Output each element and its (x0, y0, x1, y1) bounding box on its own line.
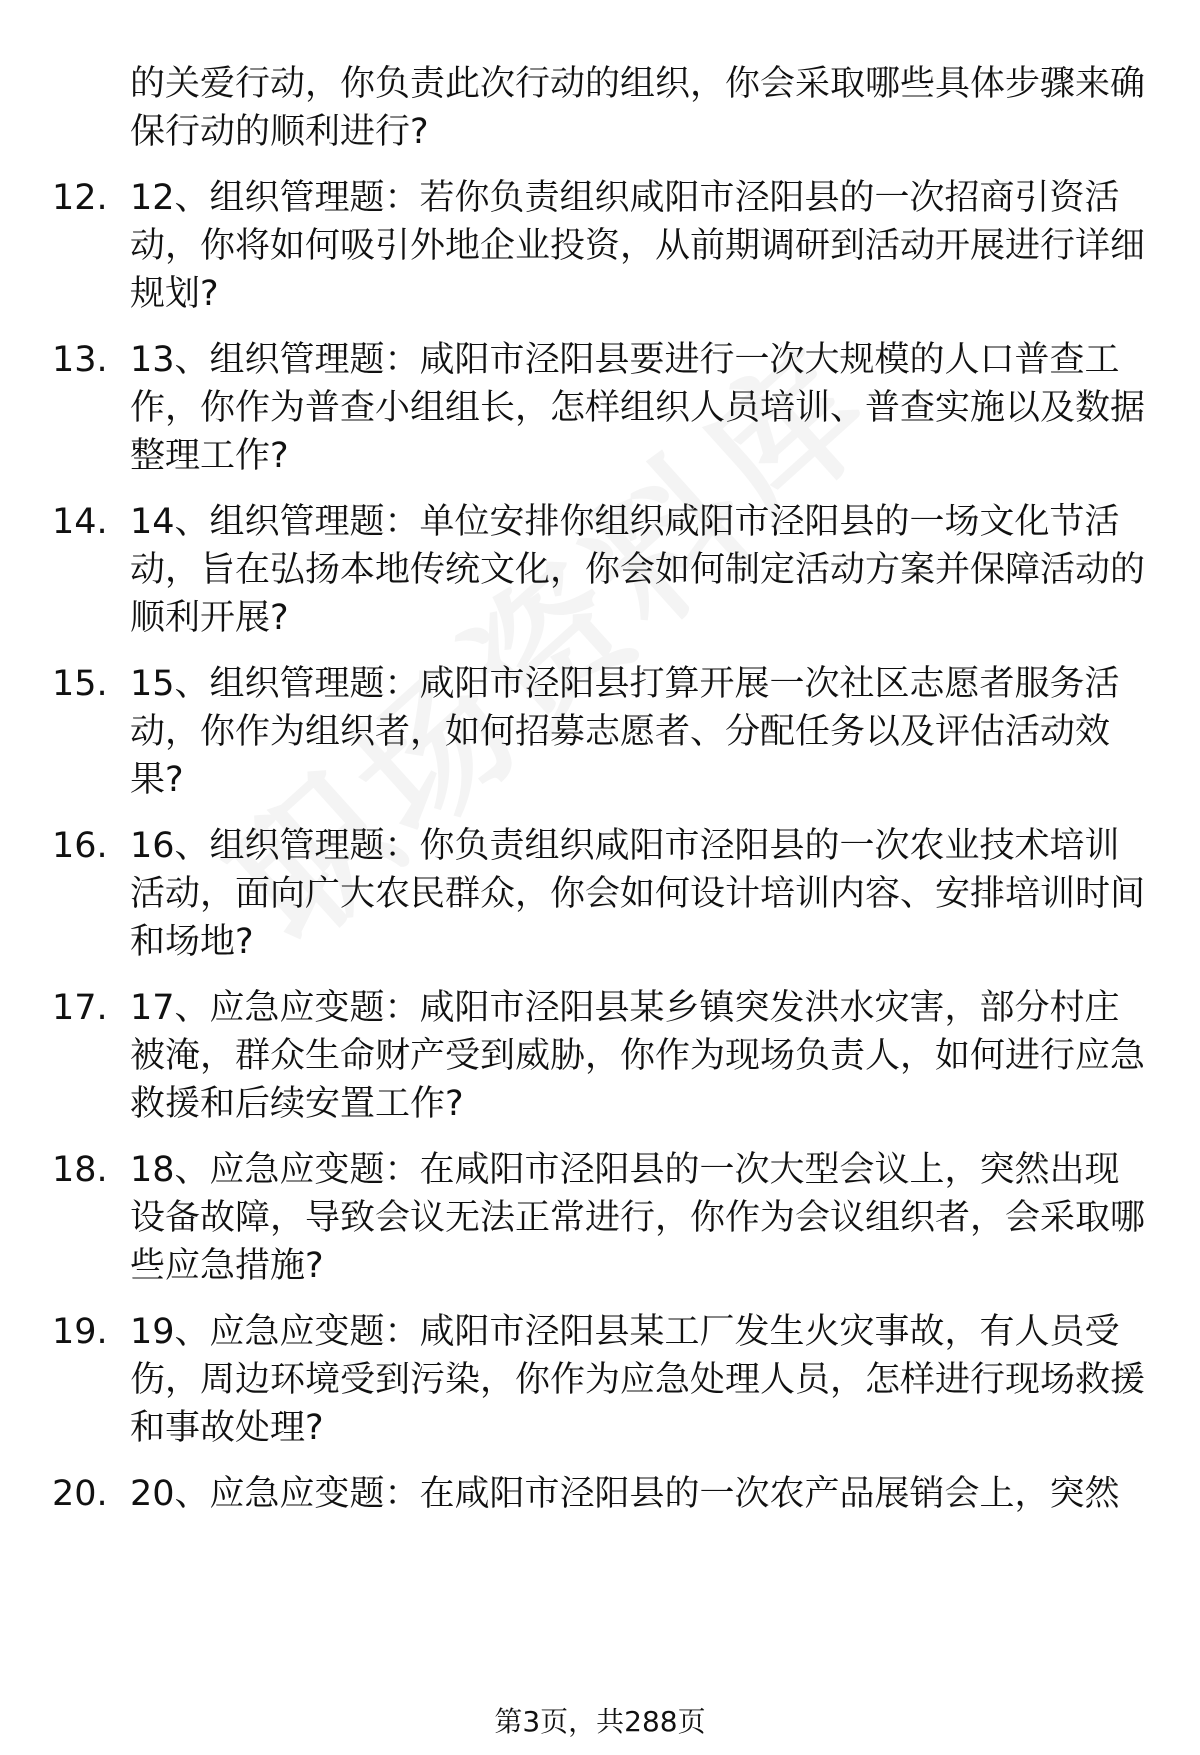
page-footer: 第3页，共288页 (494, 1705, 706, 1738)
item-text: 14、组织管理题：单位安排你组织咸阳市泾阳县的一场文化节活动，旨在弘扬本地传统文化，你会如何制定活动方案并保障活动的顺利开展? (130, 502, 1146, 638)
item-number: 16. (52, 826, 108, 866)
item-number: 20. (52, 1474, 108, 1514)
item-text: 15、组织管理题：咸阳市泾阳县打算开展一次社区志愿者服务活动，你作为组织者，如何招募志愿者、分配任务以及评估活动效果? (130, 664, 1120, 800)
item-text: 18、应急应变题：在咸阳市泾阳县的一次大型会议上，突然出现设备故障，导致会议无法正常进行，你作为会议组织者，会采取哪些应急措施? (130, 1150, 1146, 1286)
item-text: 20、应急应变题：在咸阳市泾阳县的一次农产品展销会上，突然 (130, 1474, 1120, 1514)
item-number: 12. (52, 178, 108, 218)
item-text: 17、应急应变题：咸阳市泾阳县某乡镇突发洪水灾害，部分村庄被淹，群众生命财产受到威胁，你作为现场负责人，如何进行应急救援和后续安置工作? (130, 988, 1146, 1124)
item-number: 19. (52, 1312, 108, 1352)
item-text: 19、应急应变题：咸阳市泾阳县某工厂发生火灾事故，有人员受伤，周边环境受到污染，你作为应急处理人员，怎样进行现场救援和事故处理? (130, 1312, 1146, 1448)
continuation-text: 的关爱行动，你负责此次行动的组织，你会采取哪些具体步骤来确保行动的顺利进行? (130, 64, 1146, 152)
item-text: 16、组织管理题：你负责组织咸阳市泾阳县的一次农业技术培训活动，面向广大农民群众，你会如何设计培训内容、安排培训时间和场地? (130, 826, 1146, 962)
item-number: 14. (52, 502, 108, 542)
item-number: 15. (52, 664, 108, 704)
item-number: 17. (52, 988, 108, 1028)
item-text: 12、组织管理题：若你负责组织咸阳市泾阳县的一次招商引资活动，你将如何吸引外地企业投资，从前期调研到活动开展进行详细规划? (130, 178, 1146, 314)
item-number: 18. (52, 1150, 108, 1190)
item-number: 13. (52, 340, 108, 380)
item-text: 13、组织管理题：咸阳市泾阳县要进行一次大规模的人口普查工作，你作为普查小组组长，怎样组织人员培训、普查实施以及数据整理工作? (130, 340, 1146, 476)
